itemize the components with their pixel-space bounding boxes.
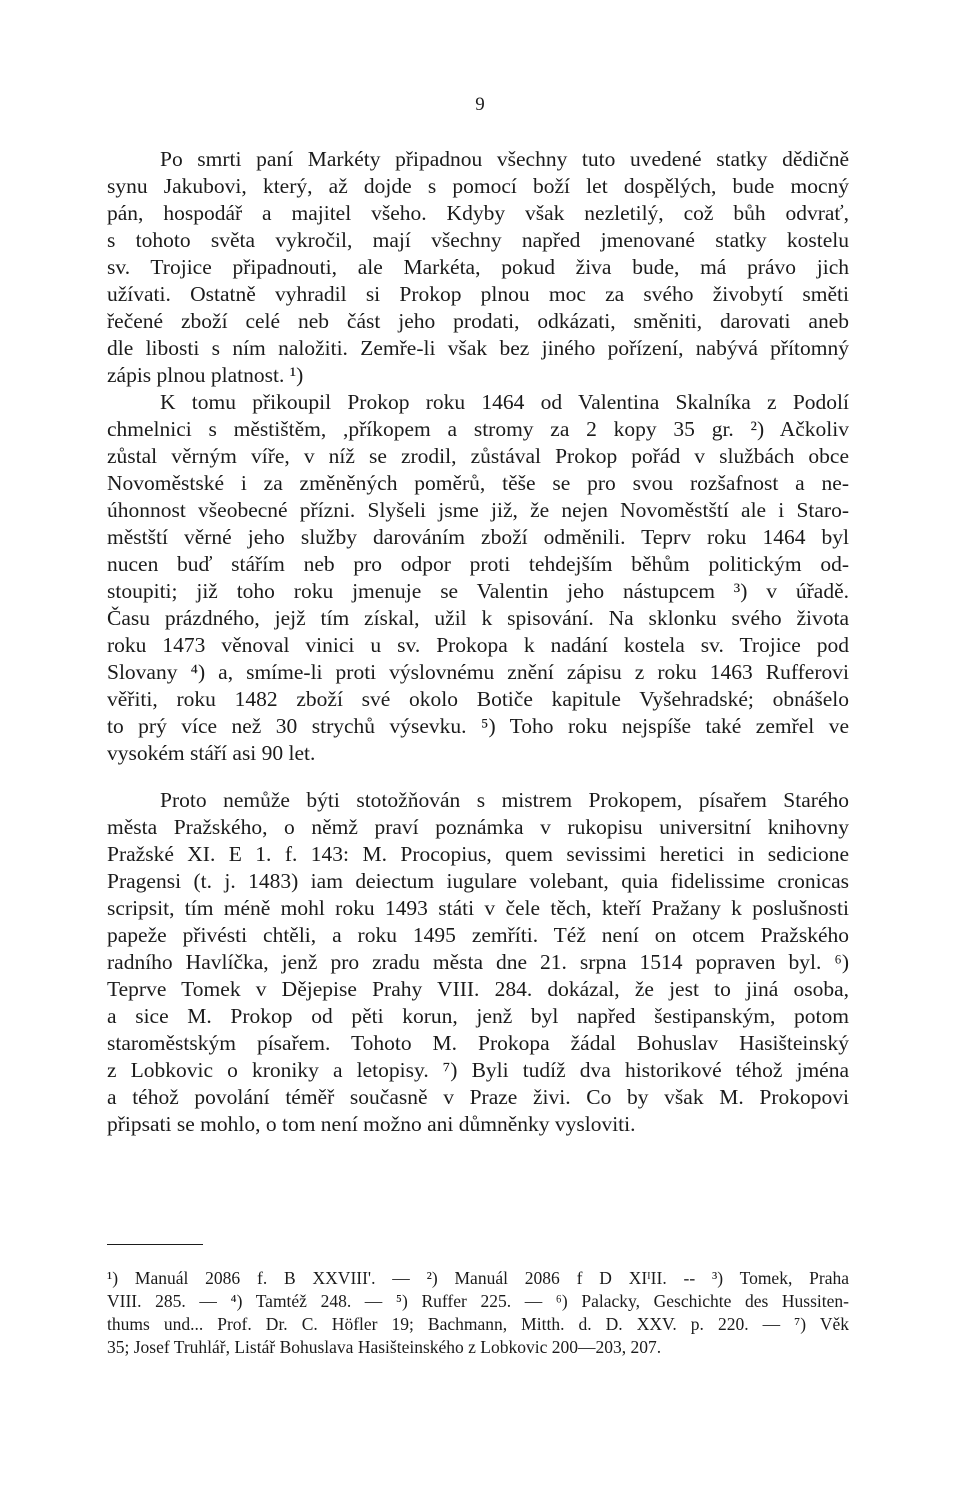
footnotes: [107, 1267, 849, 1359]
text-line: věřiti, roku 1482 zboží své okolo Botiče kapitule Vyšehradské; obnášelo: [107, 687, 849, 711]
text-line: to prý více než 30 strychů výsevku. ⁵) Toho roku nejspíše také zemřel ve: [107, 714, 849, 738]
text-line: stoupiti; již toho roku jmenuje se Valentin jeho nástupcem ³) v úřadě.: [107, 579, 849, 603]
footnote-line: thums und... Prof. Dr. C. Höfler 19; Bachmann, Mitth. d. D. XXV. p. 220. — ⁷) Věk: [107, 1314, 849, 1334]
text-line: pán, hospodář a majitel všeho. Kdyby však nezletilý, což bůh odvrať,: [107, 201, 849, 225]
text-line: Pragensi (t. j. 1483) iam deiectum iugulare volebant, quia fidelissime cronicas: [107, 869, 849, 893]
text-line: chmelnici s městištěm, ,příkopem a stromy za 2 kopy 35 gr. ²) Ačkoliv: [107, 417, 849, 441]
text-line: nucen buď stářím neb pro odpor proti tehdejším běhům politickým od-: [107, 552, 849, 576]
text-line: města Pražského, o němž praví poznámka v rukopisu universitní knihovny: [107, 815, 849, 839]
text-line: a sice M. Prokop od pěti korun, jenž byl napřed šestipanským, potom: [107, 1004, 849, 1028]
text-line: Proto nemůže býti stotožňován s mistrem Prokopem, písařem Starého: [160, 788, 849, 812]
footnote-line: 35; Josef Truhlář, Listář Bohuslava Hasišteinského z Lobkovic 200—203, 207.: [107, 1337, 662, 1357]
text-line: z Lobkovic o kroniky a letopisy. ⁷) Byli tudíž dva historikové téhož jména: [107, 1058, 849, 1082]
text-line: připsati se mohlo, o tom není možno ani důmněnky vysloviti.: [107, 1112, 636, 1136]
text-line: městští věrné jeho služby darováním zboží odměnili. Teprv roku 1464 byl: [107, 525, 849, 549]
text-line: roku 1473 věnoval vinici u sv. Prokopa k nadání kostela sv. Trojice pod: [107, 633, 849, 657]
text-line: dle libosti s ním naložiti. Zemře-li však bez jiného pořízení, nabývá přítomný: [107, 336, 849, 360]
text-line: scripsit, tím méně mohl roku 1493 státi v čele těch, kteří Pražany k poslušnosti: [107, 896, 849, 920]
text-line: K tomu přikoupil Prokop roku 1464 od Valentina Skalníka z Podolí: [160, 390, 849, 414]
text-line: s tohoto světa vykročil, mají všechny napřed jmenované statky kostelu: [107, 228, 849, 252]
footnote-divider: [107, 1244, 203, 1245]
text-line: vysokém stáří asi 90 let.: [107, 741, 316, 765]
text-line: Slovany ⁴) a, smíme-li proti výslovnému znění zápisu z roku 1463 Rufferovi: [107, 660, 849, 684]
text-line: řečené zboží celé neb část jeho prodati, odkázati, směniti, darovati aneb: [107, 309, 849, 333]
footnote-line: ¹) Manuál 2086 f. B XXVIII'. — ²) Manuál 2086 f D XIᴵII. -- ³) Tomek, Praha: [107, 1268, 849, 1288]
text-line: zůstal věrným víře, v níž se zrodil, zůstával Prokop pořád v službách obce: [107, 444, 849, 468]
text-line: sv. Trojice připadnouti, ale Markéta, pokud živa bude, má právo jich: [107, 255, 849, 279]
text-line: užívati. Ostatně vyhradil si Prokop plnou moc za svého živobytí směti: [107, 282, 849, 306]
body-text: [107, 146, 849, 1138]
text-line: staroměstským písařem. Tohoto M. Prokopa žádal Bohuslav Hasišteinský: [107, 1031, 849, 1055]
text-line: papeže přivésti chtěli, a roku 1495 zemříti. Též není on otcem Pražského: [107, 923, 849, 947]
text-line: a téhož povolání téměř současně v Praze živi. Co by však M. Prokopovi: [107, 1085, 849, 1109]
footnote-line: VIII. 285. — ⁴) Tamtéž 248. — ⁵) Ruffer 225. — ⁶) Palacky, Geschichte des Hussiten-: [107, 1291, 849, 1311]
text-line: radního Havlíčka, jenž pro zradu města dne 21. srpna 1514 popraven byl. ⁶): [107, 950, 849, 974]
text-line: Teprve Tomek v Dějepise Prahy VIII. 284. dokázal, že jest to jiná osoba,: [107, 977, 849, 1001]
text-line: úhonnost všeobecné přízni. Slyšeli jsme již, že nejen Novoměstští ale i Staro-: [107, 498, 849, 522]
text-line: Pražské XI. E 1. f. 143: M. Procopius, quem sevissimi heretici in sedicione: [107, 842, 849, 866]
text-line: Času prázdného, jejž tím získal, užil k spisování. Na sklonku svého života: [107, 606, 849, 630]
text-line: zápis plnou platnost. ¹): [107, 363, 304, 387]
page-number: 9: [475, 94, 485, 115]
text-line: Novoměstské i za změněných poměrů, těše se pro svou rozšafnost a ne-: [107, 471, 849, 495]
text-line: Po smrti paní Markéty připadnou všechny tuto uvedené statky dědičně: [160, 147, 849, 171]
text-line: synu Jakubovi, který, až dojde s pomocí boží let dospělých, bude mocný: [107, 174, 849, 198]
